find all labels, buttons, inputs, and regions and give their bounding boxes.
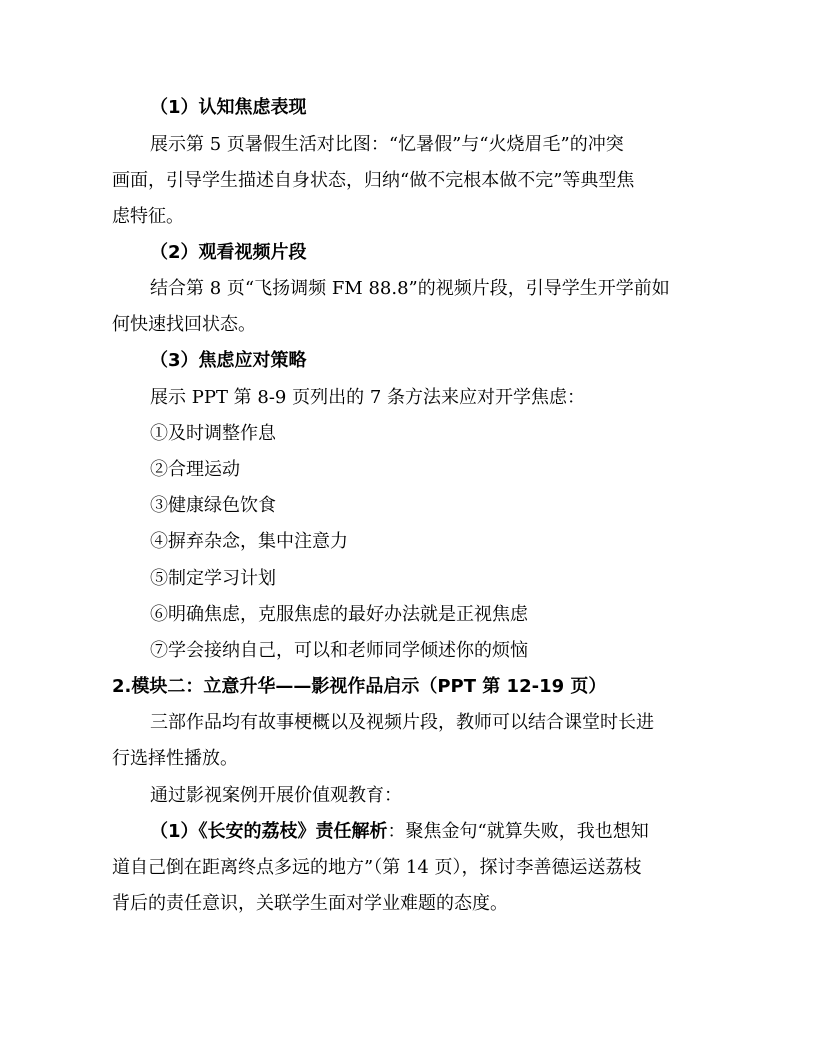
paragraph-line: 结合第 8 页“飞扬调频 FM 88.8”的视频片段，引导学生开学前如: [150, 278, 670, 299]
paragraph-line: 道自己倒在距离终点多远的地方”（第 14 页），探讨李善德运送荔枝: [112, 857, 642, 878]
module-heading: 2.模块二：立意升华——影视作品启示（PPT 第 12-19 页）: [112, 676, 607, 697]
subheading-watch-video: （2）观看视频片段: [150, 242, 307, 263]
item-text: ：聚焦金句“就算失败，我也想知: [387, 821, 649, 842]
paragraph-line: 三部作品均有故事梗概以及视频片段，教师可以结合课堂时长进: [150, 712, 654, 733]
subheading-cognitive-anxiety: （1）认知焦虑表现: [150, 97, 307, 118]
list-item: ①及时调整作息: [150, 423, 276, 444]
paragraph-line: 通过影视案例开展价值观教育：: [150, 785, 402, 806]
list-item: ⑥明确焦虑，克服焦虑的最好办法就是正视焦虑: [150, 604, 528, 625]
paragraph-line: 展示 PPT 第 8-9 页列出的 7 条方法来应对开学焦虑：: [150, 387, 585, 408]
list-item: ⑤制定学习计划: [150, 568, 276, 589]
list-item: ⑦学会接纳自己，可以和老师同学倾述你的烦恼: [150, 640, 528, 661]
item-label: （1）《长安的荔枝》责任解析: [150, 821, 388, 842]
paragraph-line: 背后的责任意识，关联学生面对学业难题的态度。: [112, 893, 508, 914]
paragraph-line: 行选择性播放。: [112, 748, 238, 769]
paragraph-line: 何快速找回状态。: [112, 314, 256, 335]
paragraph-line: [150, 820, 649, 844]
paragraph-line: 展示第 5 页暑假生活对比图：“忆暑假”与“火烧眉毛”的冲突: [150, 134, 624, 155]
paragraph-line: 虑特征。: [112, 206, 184, 227]
paragraph-line: 画面，引导学生描述自身状态，归纳“做不完根本做不完”等典型焦: [112, 170, 635, 191]
subheading-coping-strategies: （3）焦虑应对策略: [150, 350, 307, 371]
list-item: ②合理运动: [150, 459, 240, 480]
list-item: ③健康绿色饮食: [150, 495, 276, 516]
list-item: ④摒弃杂念，集中注意力: [150, 531, 348, 552]
